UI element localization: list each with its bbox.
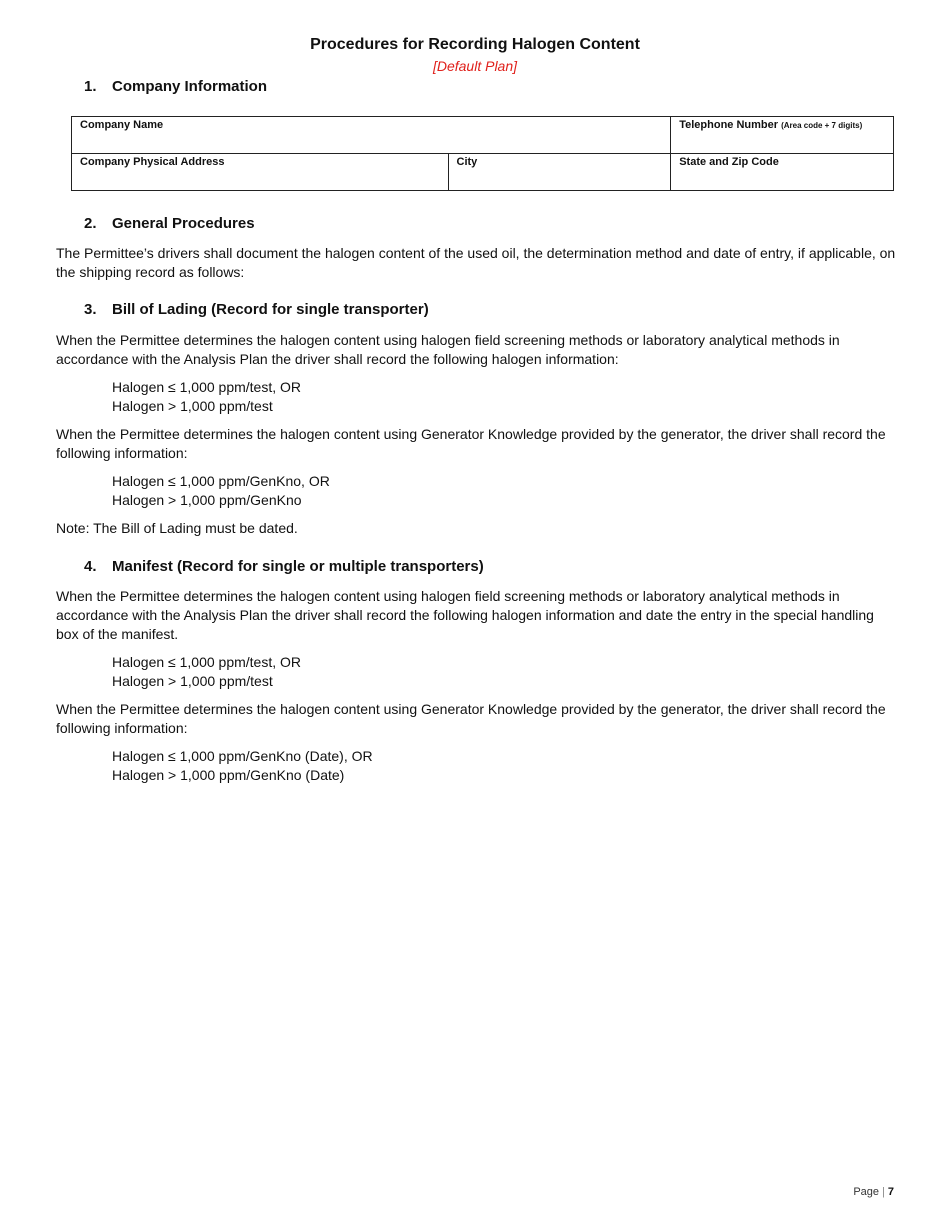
section-3-list-1 <box>112 378 301 416</box>
list-item: Halogen > 1,000 ppm/GenKno (Date) <box>112 767 345 783</box>
page-footer <box>853 1186 894 1198</box>
section-4-number: 4. <box>84 558 97 575</box>
section-1-title: Company Information <box>112 78 268 95</box>
section-4-list-2 <box>112 747 373 785</box>
section-2-number: 2. <box>84 215 97 232</box>
telephone-label: Telephone Number <box>679 119 779 131</box>
section-3-number: 3. <box>84 301 97 318</box>
city-label: City <box>456 156 478 168</box>
document-subtitle: [Default Plan] <box>432 58 518 74</box>
section-3-paragraph-2: When the Permittee determines the halogen content using Generator Knowledge provided by the generator, the driver shall record the following information: <box>56 426 886 461</box>
list-item: Halogen ≤ 1,000 ppm/GenKno, OR <box>112 473 330 489</box>
list-item: Halogen > 1,000 ppm/GenKno <box>112 492 302 508</box>
state-zip-cell[interactable] <box>671 154 894 191</box>
address-cell[interactable] <box>72 154 449 191</box>
telephone-note: (Area code + 7 digits) <box>781 121 863 130</box>
list-item: Halogen ≤ 1,000 ppm/test, OR <box>112 379 302 395</box>
section-3-title: Bill of Lading (Record for single transporter) <box>112 301 429 318</box>
telephone-cell[interactable] <box>671 117 894 154</box>
state-zip-label: State and Zip Code <box>679 156 779 168</box>
page-label: Page <box>853 1186 880 1198</box>
company-name-label: Company Name <box>80 119 164 131</box>
section-4-title: Manifest (Record for single or multiple transporters) <box>112 558 484 575</box>
section-4-paragraph-1: When the Permittee determines the halogen content using halogen field screening methods or laboratory analytical methods in accordance with the Analysis Plan the driver shall record the following halogen information and date the entry in the special handling box of the manifest. <box>56 588 874 642</box>
city-cell[interactable] <box>448 154 671 191</box>
list-item: Halogen > 1,000 ppm/test <box>112 673 273 689</box>
page-number: 7 <box>887 1186 894 1198</box>
document-title: Procedures for Recording Halogen Content <box>310 36 640 53</box>
section-2-paragraph: The Permittee’s drivers shall document the halogen content of the used oil, the determination method and date of entry, if applicable, on the shipping record as follows: <box>56 245 896 280</box>
company-info-table <box>71 116 894 191</box>
section-4-list-1 <box>112 653 301 691</box>
section-2-title: General Procedures <box>112 215 255 232</box>
section-1-number: 1. <box>84 78 97 95</box>
section-3-list-2 <box>112 472 330 510</box>
section-3-heading <box>84 301 429 318</box>
section-3-paragraph-1: When the Permittee determines the halogen content using halogen field screening methods or laboratory analytical methods in accordance with the Analysis Plan the driver shall record the following halogen information: <box>56 332 840 367</box>
section-3-note: Note: The Bill of Lading must be dated. <box>56 520 298 536</box>
company-name-cell[interactable] <box>72 117 671 154</box>
section-4-heading <box>84 558 484 575</box>
section-1-heading <box>84 78 267 95</box>
address-label: Company Physical Address <box>80 156 225 168</box>
section-4-paragraph-2: When the Permittee determines the halogen content using Generator Knowledge provided by the generator, the driver shall record the following information: <box>56 701 886 736</box>
list-item: Halogen > 1,000 ppm/test <box>112 398 273 414</box>
section-2-heading <box>84 215 255 232</box>
list-item: Halogen ≤ 1,000 ppm/test, OR <box>112 654 302 670</box>
list-item: Halogen ≤ 1,000 ppm/GenKno (Date), OR <box>112 748 373 764</box>
page-separator: | <box>882 1186 885 1198</box>
